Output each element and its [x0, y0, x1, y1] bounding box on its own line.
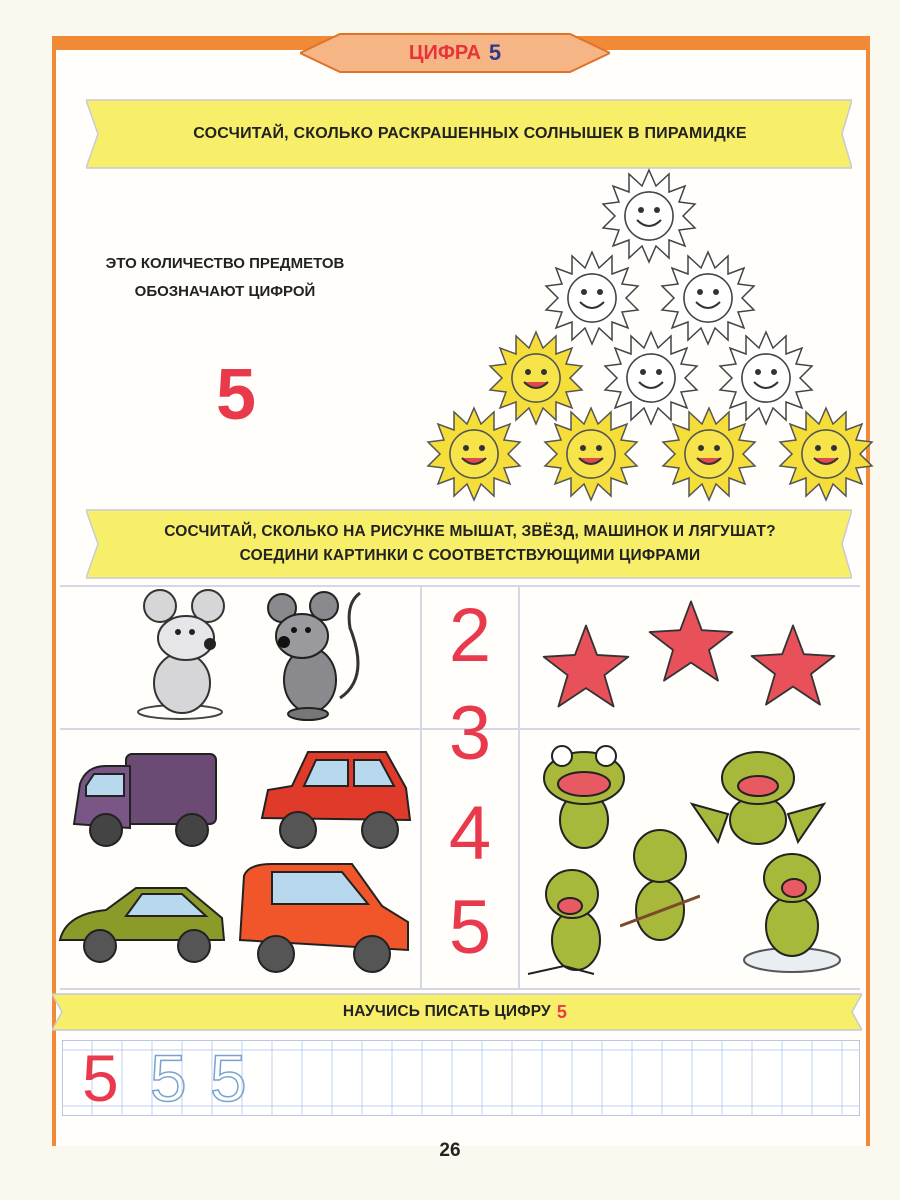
task3-instruction-digit: 5	[556, 1001, 568, 1022]
mouse-icon[interactable]	[250, 588, 375, 723]
frog-icon[interactable]	[688, 744, 828, 848]
grid-divider	[60, 585, 860, 587]
star-icon[interactable]	[748, 620, 838, 710]
car-icon[interactable]	[56, 874, 228, 972]
match-digit-4[interactable]: 4	[448, 791, 492, 876]
star-icon[interactable]	[646, 596, 736, 686]
big-digit-five: 5	[215, 355, 257, 435]
task2-instruction-line-1: СОСЧИТАЙ, СКОЛЬКО НА РИСУНКЕ МЫШАТ, ЗВЁЗД, МАШИНОК И ЛЯГУШАТ?	[164, 523, 776, 540]
colored-sun	[426, 406, 522, 502]
dotted-trace-digit-five[interactable]: 5	[150, 1041, 187, 1115]
frog-icon[interactable]	[620, 826, 700, 952]
frog-icon[interactable]	[534, 742, 634, 854]
grid-divider	[518, 585, 520, 988]
task1-instruction: СОСЧИТАЙ, СКОЛЬКО РАСКРАШЕННЫХ СОЛНЫШЕК В ПИРАМИДКЕ	[193, 125, 747, 142]
match-digit-5[interactable]: 5	[448, 885, 492, 970]
colored-sun	[778, 406, 874, 502]
colored-sun	[543, 406, 639, 502]
task3-instruction	[60, 994, 850, 1030]
grid-divider	[420, 585, 422, 988]
car-icon[interactable]	[256, 738, 416, 856]
frog-icon[interactable]	[740, 850, 844, 974]
grid-divider	[60, 988, 860, 990]
sample-digit-five: 5	[82, 1041, 119, 1115]
mouse-icon[interactable]	[130, 588, 230, 723]
page-number: 26	[439, 1140, 461, 1161]
frog-icon[interactable]	[524, 866, 624, 982]
car-icon[interactable]	[66, 744, 226, 854]
explanation-line-1: ЭТО КОЛИЧЕСТВО ПРЕДМЕТОВ	[105, 255, 345, 272]
match-digit-3[interactable]: 3	[448, 691, 492, 776]
star-icon[interactable]	[540, 620, 632, 712]
explanation-text	[80, 250, 370, 306]
task3-instruction-text: НАУЧИСЬ ПИСАТЬ ЦИФРУ	[342, 1003, 551, 1020]
car-icon[interactable]	[232, 856, 414, 974]
header-title-number: 5	[488, 40, 502, 65]
explanation-line-2: ОБОЗНАЧАЮТ ЦИФРОЙ	[134, 283, 316, 300]
header-title-word: ЦИФРА	[408, 41, 481, 64]
task2-instruction	[100, 512, 840, 576]
colored-sun	[661, 406, 757, 502]
match-digit-2[interactable]: 2	[448, 593, 492, 678]
task2-instruction-line-2: СОЕДИНИ КАРТИНКИ С СООТВЕТСТВУЮЩИМИ ЦИФРАМИ	[239, 547, 701, 564]
header-title	[300, 34, 610, 72]
dotted-trace-digit-five[interactable]: 5	[210, 1041, 247, 1115]
